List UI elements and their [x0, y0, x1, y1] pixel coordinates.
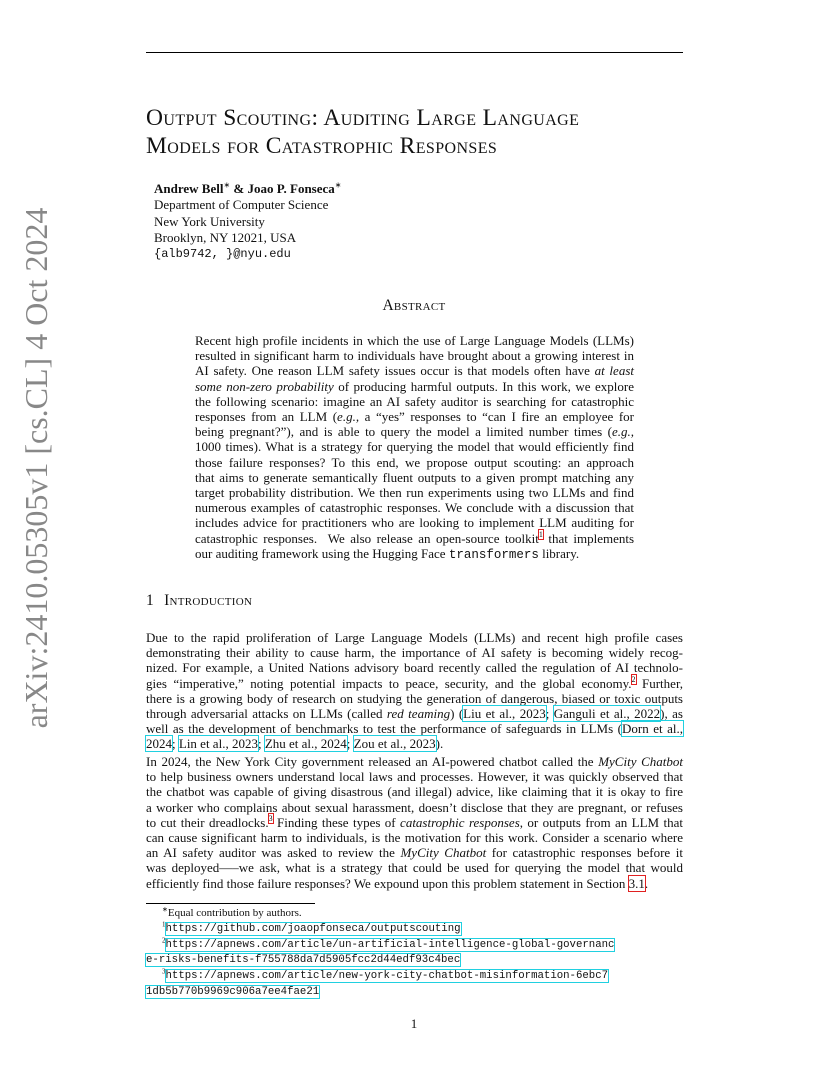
arxiv-identifier-stamp: arXiv:2410.05305v1 [cs.CL] 4 Oct 2024: [18, 207, 54, 729]
intro-paragraph-2: [146, 754, 683, 891]
author-2: Joao P. Fonseca: [247, 181, 335, 196]
author-block: [154, 181, 342, 262]
footnotes: [146, 906, 683, 1000]
author-1: Andrew Bell: [154, 181, 224, 196]
citation-lin-2023[interactable]: Lin et al., 2023: [178, 736, 258, 752]
paragraph-line: to cut their dreadlocks.$^3$ Finding these types of catastrophic responses, or outputs from an LLM that: [146, 814, 684, 830]
paragraph-line: Due to the rapid proliferation of Large Language Models (LLMs) and recent high profile cases: [146, 630, 683, 645]
title-line-2: Models for Catastrophic Responses: [146, 133, 498, 159]
abstract-line: being pregnant?”), and is able to query the model a limited number times (e.g.,: [195, 424, 634, 440]
abstract-line: resulted in significant harm to individuals have brought about a growing interest in: [195, 348, 634, 364]
citation-ganguli-2022[interactable]: Ganguli et al., 2022: [553, 706, 661, 722]
abstract-line: target probability distribution. We then run experiments using two LLMs and find: [195, 485, 634, 501]
footnote-1: $^1$https://github.com/joaopfonseca/outputscouting: [162, 920, 461, 935]
title-line-1: Output Scouting: Auditing Large Language: [146, 105, 580, 131]
page-number: 1: [410, 1016, 418, 1031]
footnote-3: $^3$https://apnews.com/article/new-york-city-chatbot-misinformation-6ebc7: [162, 967, 609, 983]
author-email: {alb9742, }@nyu.edu: [154, 247, 291, 262]
paragraph-line: can cause significant harm to individuals, is the motivation for this work. Consider a scenario where: [146, 830, 683, 846]
abstract-line: responses from an LLM (e.g., a “yes” responses to “can I fire an employee for: [195, 409, 634, 425]
footnote-3-cont: [146, 984, 683, 1000]
abstract-line: the following scenario: imagine an AI safety auditor is searching for catastrophic: [195, 393, 634, 409]
abstract-line: catastrophic responses. We also release an open-source toolkit$^1$ that implements: [195, 530, 635, 546]
author-address: Brooklyn, NY 12021, USA: [154, 229, 297, 245]
footnote-1-link[interactable]: https://github.com/joaopfonseca/outputscouting: [165, 922, 461, 935]
footnote-2: $^2$https://apnews.com/article/un-artificial-intelligence-global-governanc: [162, 935, 615, 951]
author-university: New York University: [154, 213, 265, 229]
paragraph-line: well as the development of benchmarks to test the performance of safeguards in LLMs (Dorn et al.,: [146, 721, 684, 737]
abstract-line: AI safety. One reason LLM safety issues occur is that models often have at least: [195, 363, 634, 379]
paragraph-line: to help business owners understand local laws and processes. However, it was quickly observed that: [146, 769, 683, 785]
header-rule: [146, 52, 683, 53]
abstract-line: Recent high profile incidents in which the use of Large Language Models (LLMs): [195, 333, 634, 348]
section-number: 1: [146, 592, 155, 609]
footnote-1-ref[interactable]: 1: [538, 530, 543, 540]
paragraph-line: a worker who complains about sexual harassment, doesn’t disclose that they are pregnant, or refuses: [146, 799, 683, 815]
paragraph-line: demonstrating their ability to cause harm, the importance of AI safety is becoming widely recog-: [146, 645, 683, 661]
abstract-line: those failure responses? To this end, we propose output scouting: an approach: [195, 454, 634, 470]
abstract-line: numerous examples of catastrophic responses. We conclude with a discussion that: [195, 500, 634, 516]
abstract-line: that aims to generate semantically fluent outputs to a given prompt matching any: [195, 469, 634, 485]
abstract-heading: Abstract: [382, 297, 446, 314]
citation-dorn-2024[interactable]: Dorn et al.,: [622, 721, 684, 737]
section-title: Introduction: [164, 592, 253, 609]
footnote-rule: [146, 903, 315, 904]
citation-zhu-2024[interactable]: Zhu et al., 2024: [264, 736, 347, 752]
abstract-line: 1000 times). What is a strategy for querying the model that would efficiently find: [195, 439, 634, 455]
footnote-3-link[interactable]: https://apnews.com/article/new-york-city-chatbot-misinformation-6ebc7: [165, 970, 609, 983]
paragraph-line: was deployed—–we ask, what is a strategy that could be used for querying the model that would: [146, 860, 683, 876]
paragraph-line: through adversarial attacks on LLMs (called red teaming) (Liu et al., 2023; Ganguli et al., 2022), as: [146, 706, 683, 722]
citation-zou-2023[interactable]: Zou et al., 2023: [353, 736, 436, 752]
paragraph-line: In 2024, the New York City government released an AI-powered chatbot called the MyCity Chatbot: [146, 754, 683, 769]
paragraph-line: gies “imperative,” noting potential impacts to peace, security, and the global economy.$^2$ Further,: [146, 675, 684, 691]
footnote-2-cont: [146, 952, 683, 968]
section-3-1-ref[interactable]: 3.1: [628, 875, 645, 891]
citation-liu-2023[interactable]: Liu et al., 2023: [463, 706, 546, 722]
abstract-body: [195, 333, 634, 563]
paper-title: [146, 104, 706, 160]
abstract-line: includes advice for practitioners who are looking to implement LLM auditing for: [195, 515, 634, 531]
footnote-3-link-cont[interactable]: 1db5b770b9969c906a7ee4fae21: [146, 985, 320, 998]
abstract-line: some non-zero probability of producing harmful outputs. In this work, we explore: [195, 378, 634, 394]
footnote-3-ref[interactable]: 3: [268, 814, 273, 824]
intro-paragraph-1: [146, 630, 683, 752]
author-department: Department of Computer Science: [154, 197, 329, 213]
footnote-equal-contribution: ∗Equal contribution by authors.: [162, 905, 302, 919]
paragraph-line: efficiently find those failure responses? We expound upon this problem statement in Section 3.1.: [146, 875, 649, 891]
section-heading-introduction: [146, 592, 252, 610]
citation-dorn-2024-year[interactable]: 2024: [146, 736, 172, 752]
abstract-line: our auditing framework using the Hugging Face transformers library.: [195, 545, 580, 562]
paragraph-line: 2024; Lin et al., 2023; Zhu et al., 2024; Zou et al., 2023).: [146, 736, 444, 752]
footnote-2-link-cont[interactable]: e-risks-benefits-f755788da7d5905fcc2d44edf93c4bec: [146, 954, 461, 967]
footnote-2-ref[interactable]: 2: [631, 675, 636, 685]
author-names: Andrew Bell∗ & Joao P. Fonseca∗: [154, 180, 342, 196]
author-ampersand: &: [233, 181, 245, 196]
paragraph-line: there is a growing body of research on studying the generation of dangerous, biased or toxic outputs: [146, 690, 683, 706]
paragraph-line: nized. For example, a United Nations advisory board recently called the regulation of AI technolo-: [146, 660, 683, 676]
paragraph-line: the chatbot was capable of giving disastrous (and illegal) advice, like claiming that it is okay to fire: [146, 784, 683, 800]
paragraph-line: an AI safety auditor was asked to review the MyCity Chatbot for catastrophic responses before it: [146, 845, 683, 861]
footnote-2-link[interactable]: https://apnews.com/article/un-artificial-intelligence-global-governanc: [165, 938, 615, 951]
